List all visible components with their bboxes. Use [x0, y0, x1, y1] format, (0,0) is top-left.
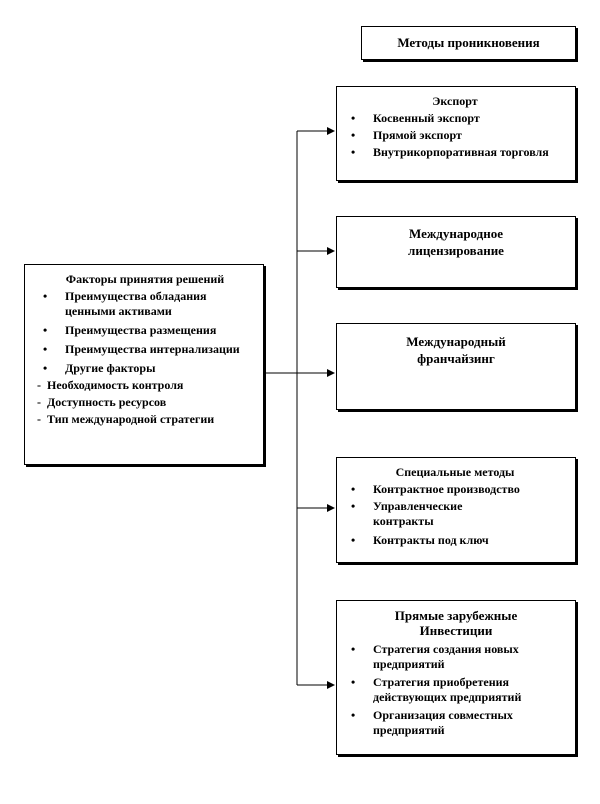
method-title: Прямые зарубежные Инвестиции [394, 608, 518, 638]
list-item: • Стратегия приобретения действующих предприятий [341, 675, 571, 705]
method-title: Международный франчайзинг [406, 334, 506, 366]
list-item: • Преимущества интернализации [33, 342, 257, 357]
list-item: • Прямой экспорт [341, 128, 569, 143]
title-box [361, 26, 576, 60]
list-item: • Преимущества размещения [33, 323, 257, 338]
factors-title: Факторы принятия решений [65, 272, 225, 286]
list-item: • Косвенный экспорт [341, 111, 569, 126]
list-item: - Необходимость контроля [33, 378, 257, 393]
method-title: Международное лицензирование [408, 226, 504, 258]
method-box-licensing [336, 216, 576, 288]
factors-box [24, 264, 264, 465]
list-item: • Внутрикорпоративная торговля [341, 145, 569, 160]
list-item: • Контракты под ключ [341, 533, 569, 548]
diagram-title: Методы проникновения [397, 35, 540, 50]
method-items [341, 642, 571, 738]
factors-dash-list [33, 378, 257, 427]
method-title: Экспорт [432, 94, 478, 108]
list-item: - Доступность ресурсов [33, 395, 257, 410]
list-item: - Тип международной стратегии [33, 412, 257, 427]
list-item: • Управленческие контракты [341, 499, 569, 529]
method-box-special [336, 457, 576, 563]
method-title: Специальные методы [395, 465, 515, 479]
list-item: • Другие факторы [33, 361, 257, 376]
list-item: • Контрактное производство [341, 482, 569, 497]
list-item: • Стратегия создания новых предприятий [341, 642, 571, 672]
method-box-export [336, 86, 576, 181]
list-item: • Организация совместных предприятий [341, 708, 571, 738]
method-items [341, 111, 569, 160]
method-box-franchising [336, 323, 576, 410]
list-item: • Преимущества обладания ценными активами [33, 289, 257, 319]
method-box-fdi [336, 600, 576, 755]
factors-bullet-list [33, 289, 257, 376]
method-items [341, 482, 569, 548]
